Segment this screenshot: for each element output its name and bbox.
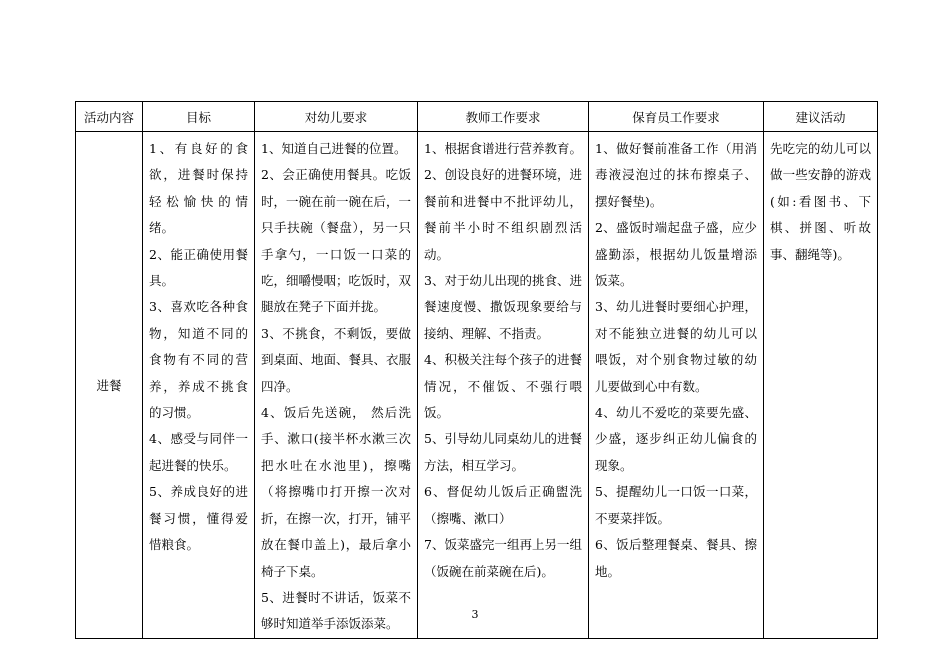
header-suggested-activities: 建议活动 [764, 102, 878, 132]
child-requirement-item: 3、不挑食，不剩饭，要做到桌面、地面、餐具、衣服四净。 [261, 325, 412, 394]
goal-item: 4、感受与同伴一起进餐的快乐。 [149, 431, 248, 473]
teacher-requirement-item: 7、饭菜盛完一组再上另一组（饭碗在前菜碗在后)。 [424, 537, 582, 579]
caregiver-requirement-item: 5、提醒幼儿一口饭一口菜，不要菜拌饭。 [595, 484, 757, 526]
page-number: 3 [471, 608, 479, 621]
header-caregiver-requirements: 保育员工作要求 [589, 102, 764, 132]
child-requirement-item: 4、饭后先送碗， 然后洗手、漱口(接半杯水漱三次把水吐在水池里)，擦嘴（将擦嘴巾打开擦一次对折，在擦一次，打开，铺平放在餐巾盖上)，最后拿小椅子下桌。 [261, 405, 412, 579]
teacher-requirement-item: 4、积极关注每个孩子的进餐情况，不催饭、不强行喂饭。 [424, 352, 582, 421]
teacher-requirement-item: 5、引导幼儿同桌幼儿的进餐方法，相互学习。 [424, 431, 582, 473]
suggested-activity-text: 先吃完的幼儿可以做一些安静的游戏(如:看图书、下棋、拼图、听故事、翻绳等)。 [770, 141, 871, 262]
header-goals: 目标 [143, 102, 255, 132]
caregiver-requirement-item: 2、盛饭时端起盘子盛，应少盛勤添，根据幼儿饭量增添饭菜。 [595, 220, 757, 289]
caregiver-requirement-item: 4、幼儿不爱吃的菜要先盛、少盛，逐步纠正幼儿偏食的现象。 [595, 405, 757, 473]
child-requirement-item: 2、会正确使用餐具。吃饭时，一碗在前一碗在后，一只手扶碗（餐盘），另一只手拿勺，一口饭一口菜的吃，细嚼慢咽；吃饭时，双腿放在凳子下面并拢。 [261, 167, 412, 315]
header-teacher-requirements: 教师工作要求 [418, 102, 589, 132]
caregiver-requirement-item: 3、幼儿进餐时要细心护理，对不能独立进餐的幼儿可以喂饭，对个别食物过敏的幼儿要做到心中有数。 [595, 299, 757, 394]
caregiver-requirement-item: 1、做好餐前准备工作（用消毒液浸泡过的抹布擦桌子、摆好餐垫)。 [595, 141, 757, 209]
activity-cell: 进餐 [76, 132, 143, 639]
teacher-requirements-cell [418, 132, 589, 639]
header-child-requirements: 对幼儿要求 [255, 102, 418, 132]
child-requirement-item: 5、进餐时不讲话，饭菜不够时知道举手添饭添菜。 [261, 589, 411, 632]
goal-item: 5、养成良好的进餐习惯，懂得爱惜粮食。 [149, 484, 248, 553]
suggested-activities-cell [764, 132, 878, 639]
caregiver-requirement-item: 6、饭后整理餐桌、餐具、擦地。 [595, 537, 757, 579]
goal-item: 1、有良好的食欲，进餐时保持轻松愉快的情绪。 [149, 141, 248, 236]
teacher-requirement-item: 3、对于幼儿出现的挑食、进餐速度慢、撒饭现象要给与接纳、理解、不指责。 [424, 273, 582, 341]
teacher-requirement-item: 1、根据食谱进行营养教育。 [424, 141, 582, 156]
header-activity: 活动内容 [76, 102, 143, 132]
teacher-requirement-item: 2、创设良好的进餐环境，进餐前和进餐中不批评幼儿，餐前半小时不组织剧烈活动。 [424, 167, 582, 262]
goals-cell [143, 132, 255, 639]
goal-item: 3、喜欢吃各种食物，知道不同的食物有不同的营养，养成不挑食的习惯。 [149, 299, 248, 421]
table-row [76, 132, 878, 639]
caregiver-requirements-cell [589, 132, 764, 639]
routine-table [75, 101, 878, 639]
teacher-requirement-item: 6、督促幼儿饭后正确盥洗（擦嘴、漱口） [424, 484, 582, 526]
header-row [76, 102, 878, 132]
child-requirement-item: 1、知道自己进餐的位置。 [261, 141, 407, 156]
goal-item: 2、能正确使用餐具。 [149, 246, 248, 289]
child-requirements-cell [255, 132, 418, 639]
